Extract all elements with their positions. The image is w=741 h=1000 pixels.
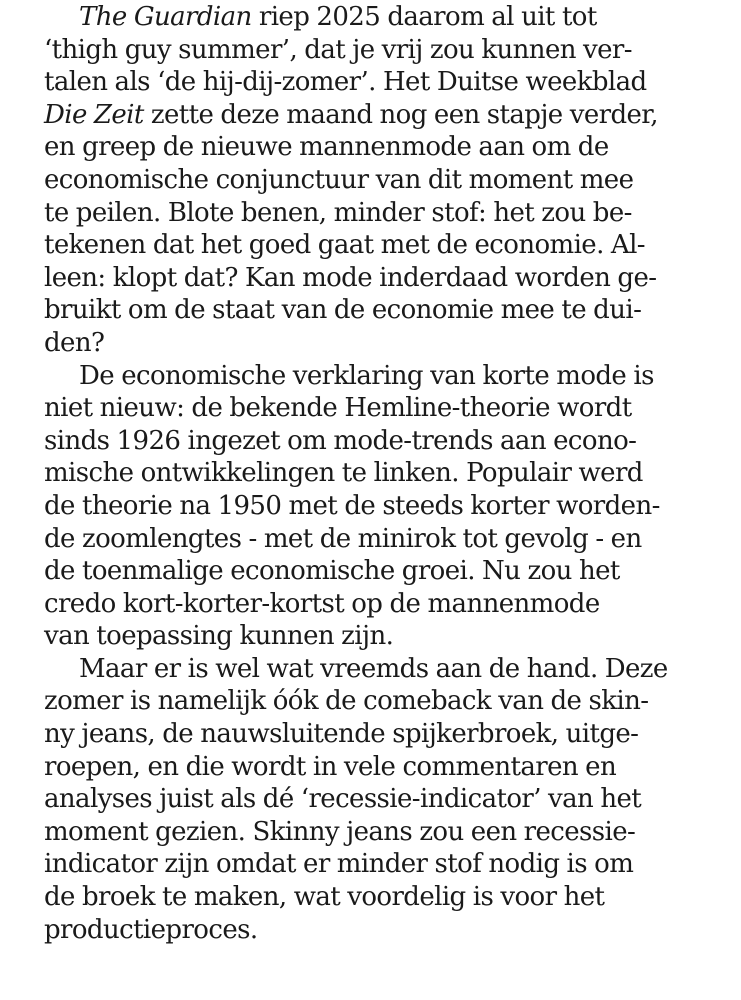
text-line: te peilen. Blote benen, minder stof: het zou be-: [44, 197, 632, 228]
text-line: ny jeans, de nauwsluitende spijkerbroek, uitge-: [44, 719, 639, 750]
text-line: indicator zijn omdat er minder stof nodig is om: [44, 849, 634, 880]
text-line: leen: klopt dat? Kan mode inderdaad worden ge-: [44, 262, 657, 293]
text-line: zomer is namelijk óók de comeback van de skin-: [44, 686, 649, 717]
text-line: productieproces.: [44, 914, 258, 945]
text-line: de broek te maken, wat voordelig is voor het: [44, 882, 605, 913]
text-line: credo kort-korter-kortst op de mannenmode: [44, 588, 600, 619]
text-line: en greep de nieuwe mannenmode aan om de: [44, 132, 609, 163]
text-line: moment gezien. Skinny jeans zou een recessie-: [44, 816, 636, 847]
text-line: talen als ‘de hij-dij-zomer’. Het Duitse weekblad: [44, 67, 647, 98]
paragraph-1: [44, 1, 734, 360]
text-line: de theorie na 1950 met de steeds korter worden-: [44, 490, 660, 521]
text-line: roepen, en die wordt in vele commentaren en: [44, 751, 617, 782]
text-line: de toenmalige economische groei. Nu zou het: [44, 556, 620, 587]
text-line: bruikt om de staat van de economie mee te dui-: [44, 295, 642, 326]
article-column: [44, 0, 734, 946]
text-line: Maar er is wel wat vreemds aan de hand. Deze: [79, 653, 668, 684]
text-line: mische ontwikkelingen te linken. Populair werd: [44, 458, 643, 489]
text-line: de zoomlengtes - met de minirok tot gevolg - en: [44, 523, 642, 554]
text-line: sinds 1926 ingezet om mode-trends aan econo-: [44, 425, 637, 456]
text-line: den?: [44, 327, 105, 358]
text-line: analyses juist als dé ‘recessie-indicator’ van het: [44, 784, 642, 815]
text-line: The Guardian riep 2025 daarom al uit tot: [79, 2, 597, 32]
text-line: economische conjunctuur van dit moment mee: [44, 164, 634, 195]
text-line: tekenen dat het goed gaat met de economie. Al-: [44, 230, 645, 261]
paragraph-2: [44, 360, 734, 653]
text-line: ‘thigh guy summer’, dat je vrij zou kunnen ver-: [44, 34, 632, 65]
text-line: niet nieuw: de bekende Hemline-theorie wordt: [44, 393, 632, 424]
text-line: van toepassing kunnen zijn.: [44, 621, 394, 652]
paragraph-3: [44, 653, 734, 946]
text-line: De economische verklaring van korte mode is: [79, 360, 654, 391]
text-line: Die Zeit zette deze maand nog een stapje verder,: [44, 99, 658, 130]
publication-name: The Guardian: [79, 2, 252, 32]
publication-name: Die Zeit: [44, 99, 144, 130]
